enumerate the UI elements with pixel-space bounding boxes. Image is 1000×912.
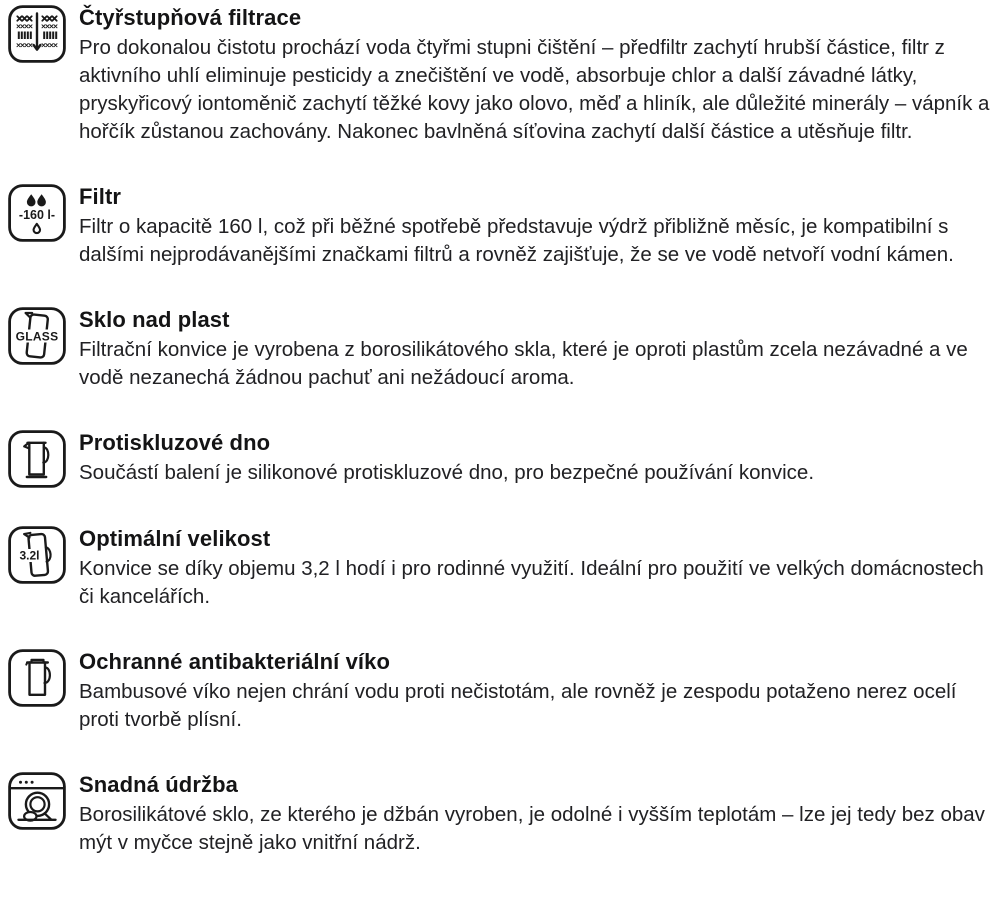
glass-label: GLASS — [15, 329, 59, 344]
kettle-icon — [8, 430, 66, 488]
feature-text — [79, 649, 996, 734]
feature-text — [79, 184, 996, 269]
lidded-jug-icon — [8, 649, 66, 707]
volume-label: 3.2l — [19, 548, 40, 563]
feature-filter-capacity — [8, 184, 996, 269]
feature-glass-over-plastic — [8, 307, 996, 392]
feature-title: Čtyřstupňová filtrace — [79, 5, 302, 30]
feature-title: Filtr — [79, 184, 122, 209]
feature-description: Součástí balení je silikonové protiskluzové dno, pro bezpečné používání konvice. — [79, 461, 815, 484]
feature-text — [79, 430, 814, 487]
dishwasher-icon — [8, 772, 66, 830]
feature-title: Snadná údržba — [79, 772, 238, 797]
glass-jug-icon — [8, 307, 66, 365]
feature-antibacterial-lid — [8, 649, 996, 734]
feature-easy-maintenance — [8, 772, 996, 857]
feature-title: Ochranné antibakteriální víko — [79, 649, 390, 674]
feature-description: Filtr o kapacitě 160 l, což při běžné spotřebě představuje výdrž přibližně měsíc, je kompatibilní s dalšími nejprodávanějšími značkami filtrů a rovněž zajišťuje, že se ve vodě netvoří vodní kámen. — [79, 215, 954, 266]
feature-description: Bambusové víko nejen chrání vodu proti nečistotám, ale rovněž je zespodu potaženo nerez ocelí proti tvorbě plísní. — [79, 680, 957, 731]
feature-text — [79, 307, 996, 392]
feature-title: Protiskluzové dno — [79, 430, 271, 455]
feature-description: Pro dokonalou čistotu prochází voda čtyřmi stupni čištění – předfiltr zachytí hrubší částice, filtr z aktivního uhlí eliminuje pesticidy a znečištění ve vodě, absorbuje chlor a další závadné látky, pryskyřicový iontoměnič zachytí těžké kovy jako olovo, měď a hliník, ale důležité minerály – vápník a hořčík zůstanou zachovány. Nakonec bavlněná síťovina zachytí další částice a utěsňuje filtr. — [79, 36, 990, 143]
feature-text — [79, 526, 996, 611]
feature-anti-slip-bottom — [8, 430, 996, 488]
feature-description: Konvice se díky objemu 3,2 l hodí i pro rodinné využití. Ideální pro použití ve velkých domácnostech či kancelářích. — [79, 557, 984, 608]
feature-description: Filtrační konvice je vyrobena z borosilikátového skla, které je oproti plastům zcela nezávadné a ve vodě nezanechá žádnou pachuť ani nežádoucí aroma. — [79, 338, 968, 389]
filter-capacity-160l-icon — [8, 184, 66, 242]
feature-optimal-size — [8, 526, 996, 611]
feature-four-stage-filtration — [8, 5, 996, 146]
four-stage-filtration-icon — [8, 5, 66, 63]
volume-3-2l-icon — [8, 526, 66, 584]
feature-text — [79, 5, 996, 146]
feature-description: Borosilikátové sklo, ze kterého je džbán vyroben, je odolné i vyšším teplotám – lze jej tedy bez obav mýt v myčce stejně jako vnitřní nádrž. — [79, 803, 985, 854]
filter-capacity-label: -160 l- — [18, 208, 56, 222]
feature-title: Sklo nad plast — [79, 307, 230, 332]
feature-text — [79, 772, 996, 857]
feature-title: Optimální velikost — [79, 526, 271, 551]
